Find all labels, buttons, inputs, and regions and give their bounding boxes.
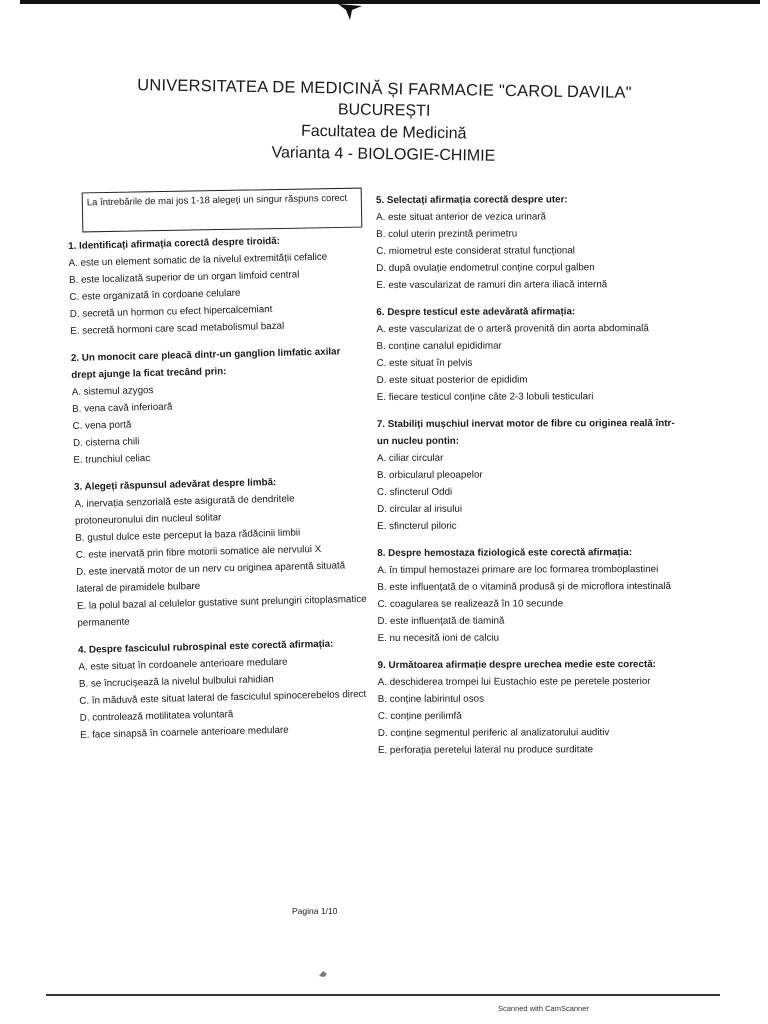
question-title: 1. Identificați afirmația corectă despre tiroidă:: [68, 235, 281, 252]
answer-option: E. este vascularizat de ramuri din artera iliacă internă: [376, 279, 608, 291]
answer-option: A. este situat anterior de vezica urinară: [376, 211, 547, 223]
question-7: [377, 415, 677, 535]
question-title: 2. Un monocit care pleacă dintr-un ganglion limfatic axilar drept ajunge la ficat trecând prin:: [70, 346, 341, 381]
university-name: UNIVERSITATEA DE MEDICINĂ ȘI FARMACIE "CAROL DAVILA": [137, 76, 632, 102]
city-name: BUCUREȘTI: [337, 101, 431, 120]
answer-option: D. secretă un hormon cu efect hipercalcemiant: [69, 304, 273, 320]
scan-bottom-edge: [46, 994, 720, 996]
answer-option: D. cisterna chili: [72, 436, 140, 449]
answer-option: B. conține canalul epididimar: [376, 340, 502, 352]
answer-option: C. miometrul este considerat stratul funcțional: [376, 245, 575, 257]
left-column: [68, 231, 371, 754]
answer-option: C. este situat în pelvis: [376, 357, 473, 369]
answer-option: C. sfincterul Oddi: [377, 486, 453, 498]
answer-option: D. circular al irisului: [377, 503, 463, 515]
answer-option: C. este organizată în cordoane celulare: [69, 287, 241, 303]
question-9: [378, 656, 678, 759]
answer-option: C. în măduvă este situat lateral de fasciculul spinocerebelos direct: [79, 688, 367, 707]
answer-option: D. este inervată motor de un nerv cu originea aparentă situată lateral de piramidele bulbare: [76, 560, 346, 595]
answer-option: B. orbicularul pleoapelor: [376, 469, 483, 481]
answer-option: B. vena cavă inferioară: [72, 401, 173, 415]
question-1: [68, 231, 360, 340]
right-column: [376, 191, 678, 769]
answer-option: D. după ovulație endometrul conține corpul galben: [376, 262, 595, 274]
answer-option: A. sistemul azygos: [71, 384, 154, 398]
question-6: [376, 303, 676, 406]
answer-option: C. conține perilimfă: [377, 710, 462, 722]
answer-option: D. conține segmentul periferic al analizatorului auditiv: [377, 727, 610, 739]
question-title: 7. Stabiliți mușchiul inervat motor de fibre cu originea reală într-un nucleu pontin:: [376, 417, 675, 447]
answer-option: E. face sinapsă în coarnele anterioare medulare: [80, 724, 289, 741]
question-title: 8. Despre hemostaza fiziologică este corectă afirmația:: [377, 547, 633, 559]
question-title: 3. Alegeți răspunsul adevărat despre limbă:: [73, 476, 277, 493]
instructions-box: La întrebările de mai jos 1-18 alegeți un singur răspuns corect: [82, 188, 363, 233]
faculty-name: Facultatea de Medicină: [300, 122, 467, 143]
answer-option: C. este inervată prin fibre motorii somatice ale nervului X: [75, 543, 322, 561]
answer-option: B. gustul dulce este perceput la baza rădăcinii limbii: [75, 527, 301, 544]
question-title: 4. Despre fasciculul rubrospinal este corectă afirmația:: [77, 638, 334, 656]
answer-option: A. deschiderea trompei lui Eustachio este pe peretele posterior: [377, 676, 651, 688]
answer-option: D. controlează motilitatea voluntară: [79, 709, 234, 724]
scan-mark-icon: [336, 2, 364, 22]
question-8: [377, 544, 677, 647]
answer-option: A. este vascularizat de o arteră provenită din aorta abdominală: [376, 323, 649, 335]
answer-option: D. este influențată de tiamină: [377, 615, 505, 627]
question-4: [78, 635, 370, 744]
answer-option: A. inervația senzorială este asigurată de dendritele protoneuronului din nucleul solitar: [74, 493, 295, 527]
question-3: [74, 472, 368, 632]
question-5: [376, 191, 676, 294]
answer-option: A. în timpul hemostazei primare are loc formarea tromboplastinei: [377, 564, 659, 576]
answer-option: E. nu necesită ioni de calciu: [377, 632, 500, 644]
answer-option: E. perforația peretelui lateral nu produce surditate: [377, 744, 594, 756]
exam-variant: Varianta 4 - BIOLOGIE-CHIMIE: [271, 144, 496, 165]
answer-option: C. vena portă: [72, 419, 132, 432]
answer-option: E. sfincterul piloric: [377, 520, 457, 532]
answer-option: D. este situat posterior de epididim: [376, 374, 528, 386]
page-number: Pagina 1/10: [292, 906, 338, 916]
scanner-watermark: Scanned with CamScanner: [498, 1004, 589, 1013]
answer-option: B. este influențată de o vitamină produsă și de microflora intestinală: [377, 580, 671, 593]
answer-option: B. colul uterin prezintă perimetru: [376, 228, 518, 240]
answer-option: A. este un element somatic de la nivelul extremității cefalice: [68, 251, 328, 269]
answer-option: C. coagularea se realizează în 10 secunde: [377, 598, 564, 610]
question-title: 5. Selectați afirmația corectă despre uter:: [376, 194, 568, 206]
answer-option: A. este situat în cordoanele anterioare medulare: [78, 656, 288, 673]
answer-option: A. ciliar circular: [376, 452, 444, 464]
question-title: 9. Următoarea afirmație despre urechea medie este corectă:: [377, 659, 656, 671]
document-header: [0, 72, 768, 172]
answer-option: B. conține labirintul osos: [377, 693, 484, 705]
answer-option: B. se încrucișează la nivelul bulbului rahidian: [78, 674, 274, 690]
answer-option: B. este localizată superior de un organ limfoid central: [68, 269, 300, 286]
answer-option: E. fiecare testicul conține câte 2-3 lobuli testiculari: [376, 391, 594, 403]
answer-option: E. la polul bazal al celulelor gustative sunt prelungiri citoplasmatice permanente: [76, 593, 367, 629]
question-2: [71, 343, 364, 469]
answer-option: E. trunchiul celiac: [73, 453, 151, 466]
question-title: 6. Despre testicul este adevărată afirmația:: [376, 306, 576, 318]
answer-option: E. secretă hormoni care scad metabolismul bazal: [70, 320, 285, 337]
scan-smudge-icon: [318, 970, 328, 978]
scan-top-edge: [20, 0, 760, 4]
